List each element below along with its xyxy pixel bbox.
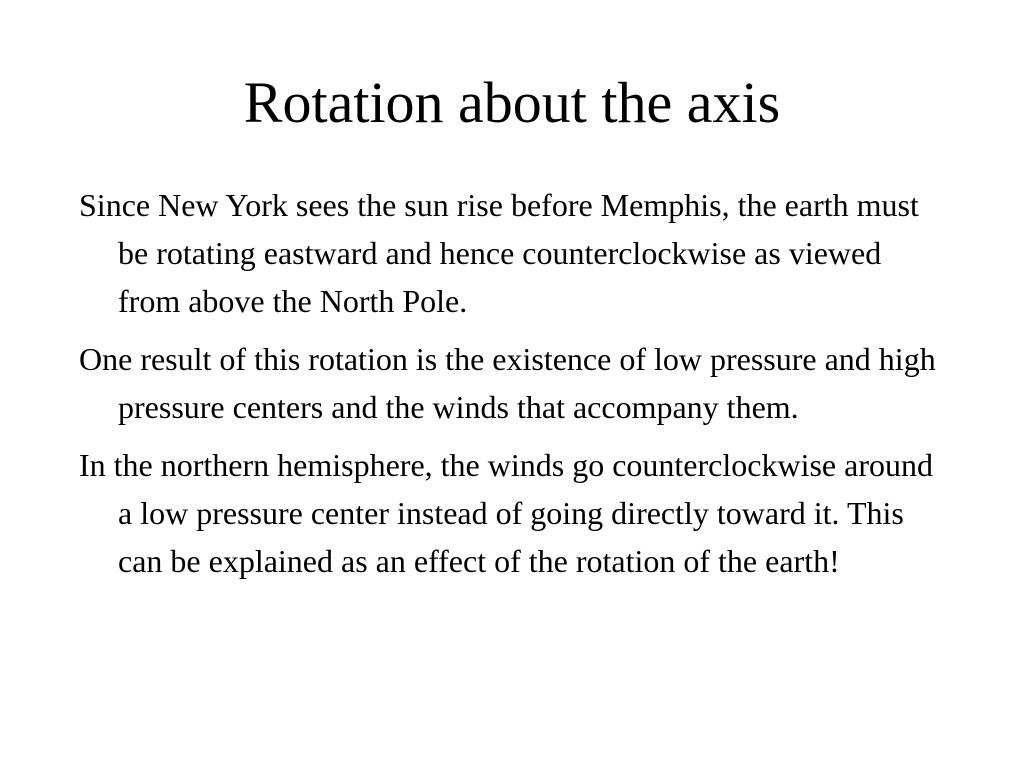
paragraph-earth-rotation-direction: Since New York sees the sun rise before Memphis, the earth must be rotating eastward and hence counterclockwise as viewed from above the North Pole.: [79, 187, 919, 319]
slide-title: Rotation about the axis: [243, 70, 781, 135]
slide-body: [79, 181, 949, 595]
paragraph-northern-hemisphere-winds: In the northern hemisphere, the winds go counterclockwise around a low pressure center instead of going directly toward it. This can be explained as an effect of the rotation of the earth!: [79, 447, 933, 579]
paragraph-pressure-centers: One result of this rotation is the existence of low pressure and high pressure centers and the winds that accompany them.: [79, 341, 936, 425]
